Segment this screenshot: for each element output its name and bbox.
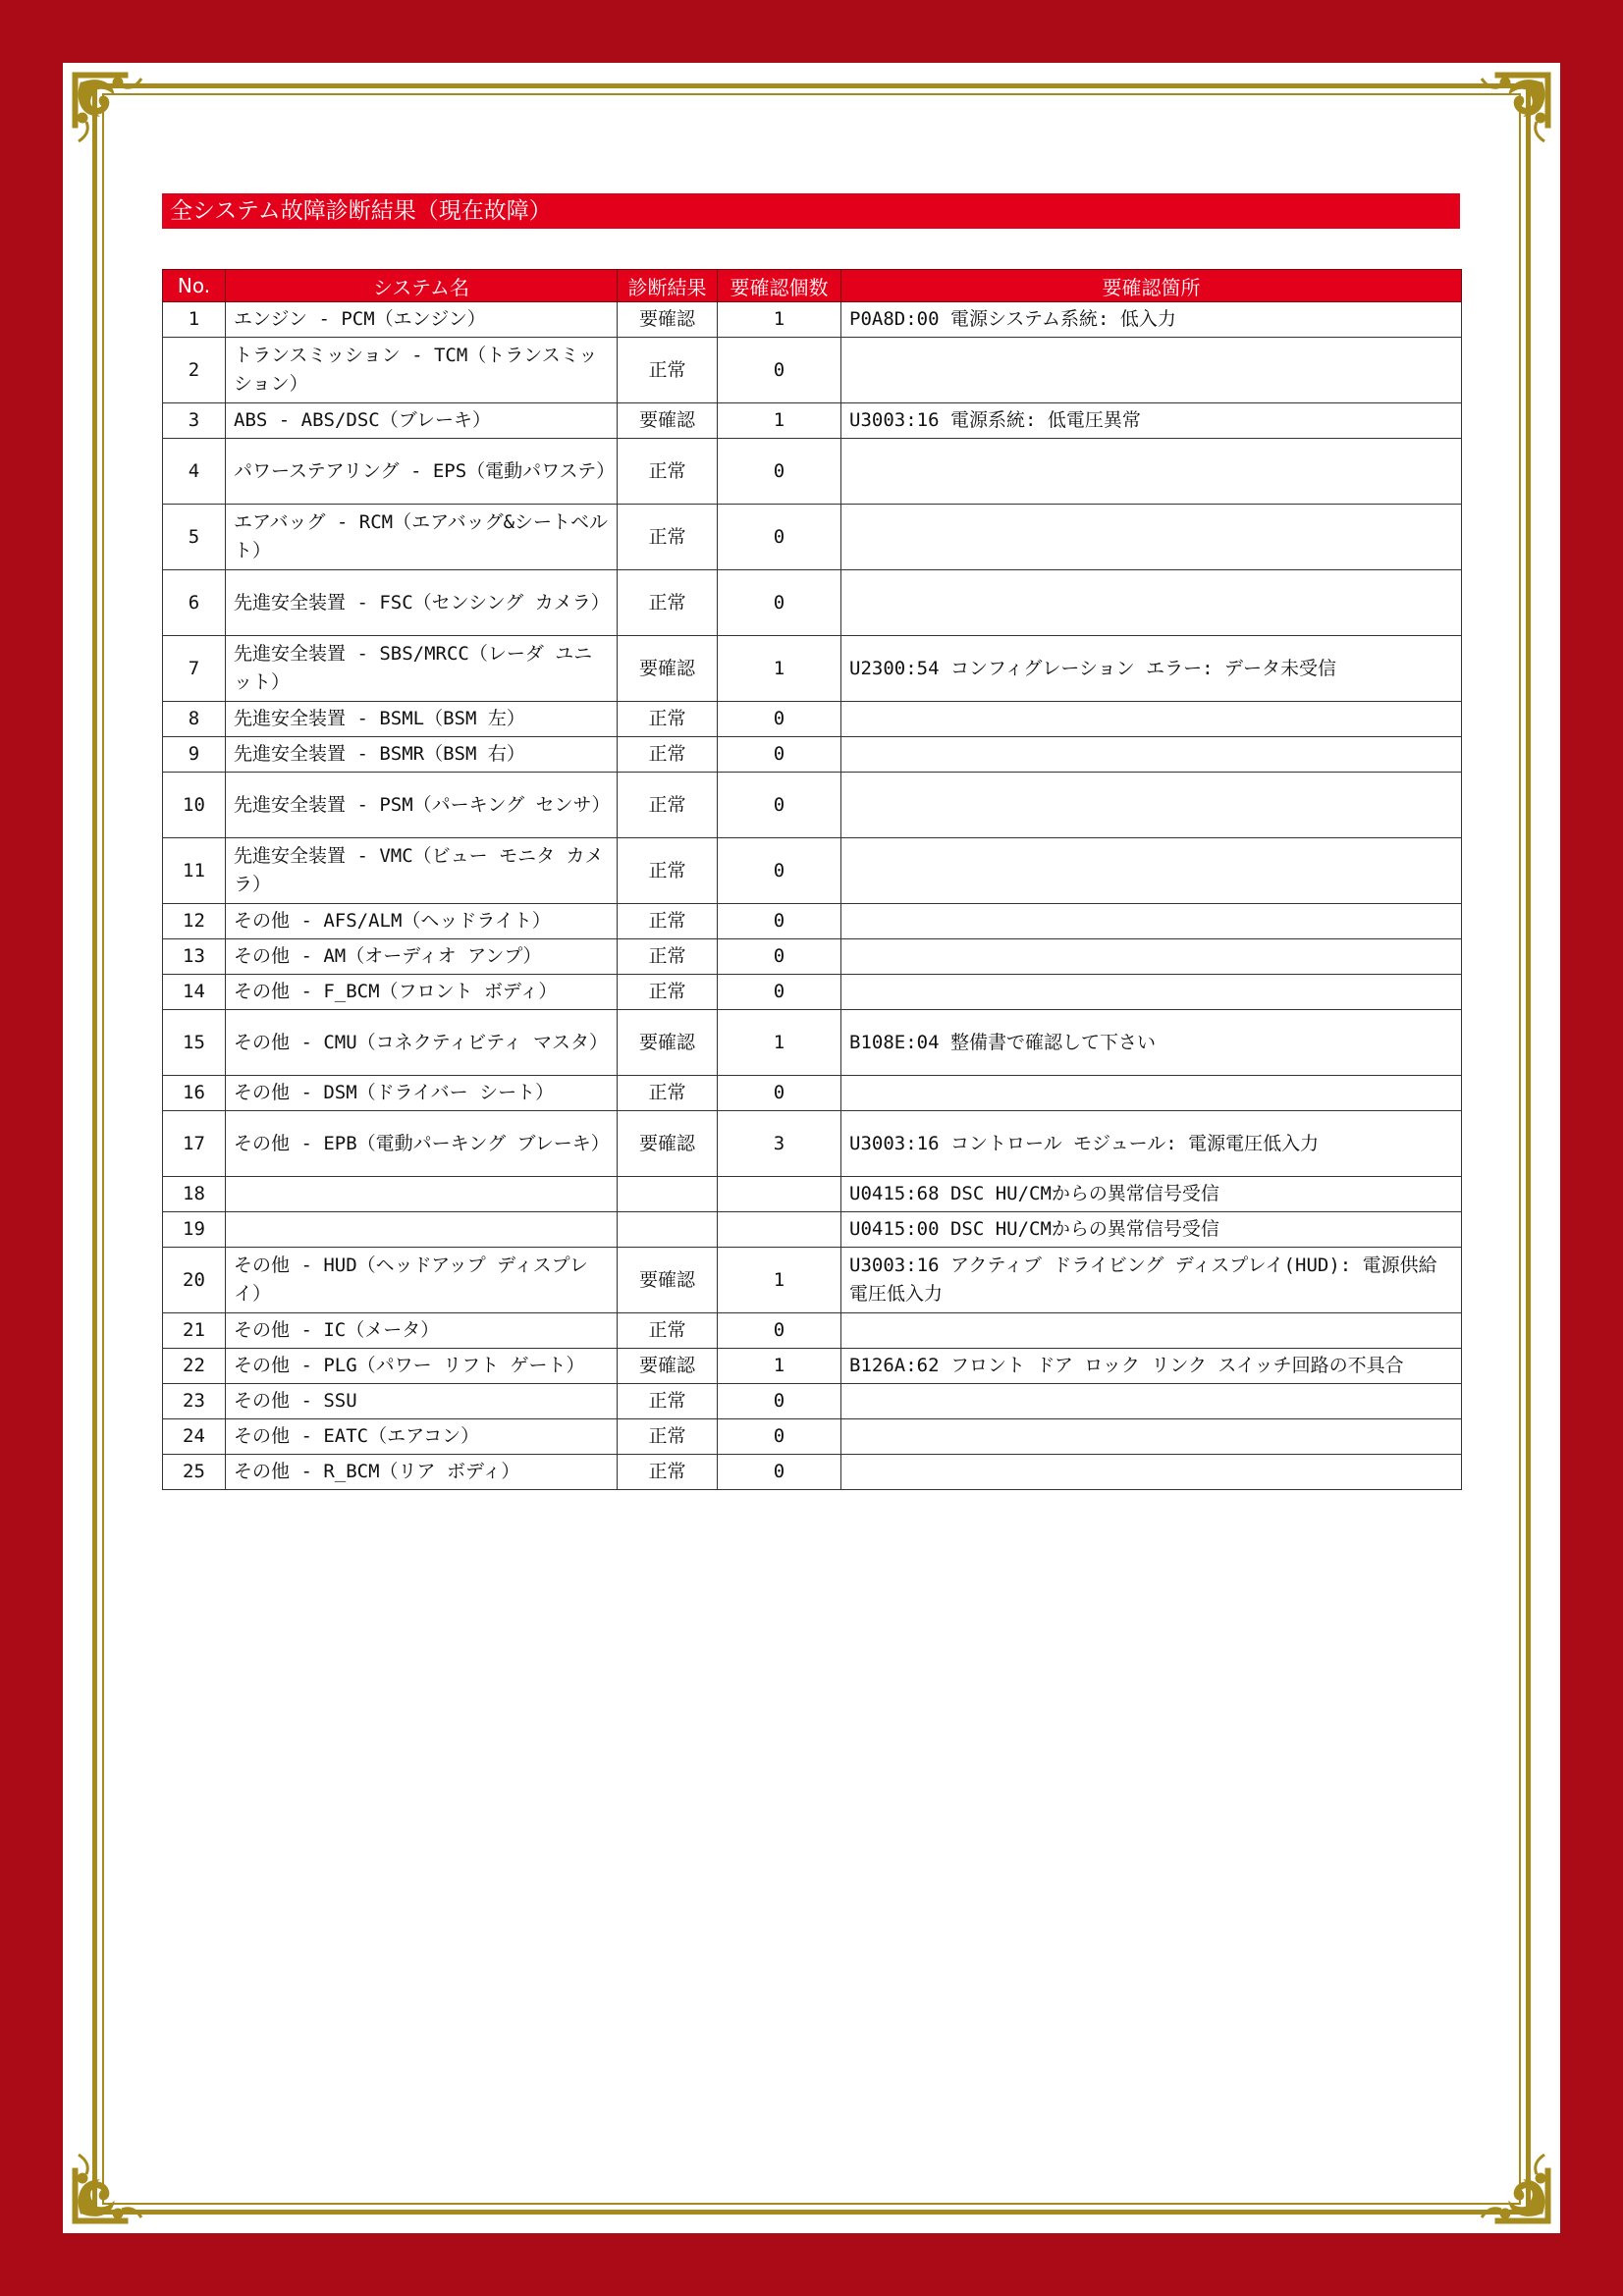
- system-name-cell: その他 - AFS/ALM（ヘッドライト）: [226, 904, 618, 939]
- row-number-cell: 25: [163, 1455, 226, 1490]
- table-row: [163, 338, 1462, 403]
- system-name-cell: 先進安全装置 - VMC（ビュー モニタ カメラ）: [226, 838, 618, 904]
- row-number-cell: 5: [163, 505, 226, 570]
- check-count-cell: 0: [718, 838, 841, 904]
- table-row: [163, 1212, 1462, 1248]
- table-row: [163, 838, 1462, 904]
- table-row: [163, 1384, 1462, 1419]
- check-count-cell: 0: [718, 1313, 841, 1349]
- table-row: [163, 570, 1462, 636]
- row-number-cell: 23: [163, 1384, 226, 1419]
- row-number-cell: 22: [163, 1349, 226, 1384]
- table-row: [163, 1419, 1462, 1455]
- system-name-cell: [226, 1177, 618, 1212]
- diagnosis-result-cell: 正常: [618, 338, 718, 403]
- check-count-cell: 0: [718, 1076, 841, 1111]
- check-count-cell: 0: [718, 570, 841, 636]
- diagnosis-result-cell: 要確認: [618, 403, 718, 439]
- diagnosis-result-cell: 正常: [618, 1313, 718, 1349]
- system-name-cell: その他 - AM（オーディオ アンプ）: [226, 939, 618, 975]
- table-row: [163, 636, 1462, 702]
- system-name-cell: その他 - EPB（電動パーキング ブレーキ）: [226, 1111, 618, 1177]
- table-row: [163, 904, 1462, 939]
- row-number-cell: 17: [163, 1111, 226, 1177]
- check-location-cell: U2300:54 コンフィグレーション エラー: データ未受信: [841, 636, 1462, 702]
- diagnosis-result-cell: 正常: [618, 505, 718, 570]
- check-location-cell: [841, 1076, 1462, 1111]
- check-location-cell: B108E:04 整備書で確認して下さい: [841, 1010, 1462, 1076]
- check-location-cell: [841, 975, 1462, 1010]
- check-count-cell: 0: [718, 439, 841, 505]
- table-row: [163, 773, 1462, 838]
- table-body: [163, 302, 1462, 1490]
- ornament-corner-top-right-icon: [1464, 69, 1554, 159]
- table-row: [163, 975, 1462, 1010]
- header-no: No.: [163, 270, 226, 302]
- header-check-count: 要確認個数: [718, 270, 841, 302]
- check-location-cell: U3003:16 電源系統: 低電圧異常: [841, 403, 1462, 439]
- diagnosis-result-cell: 要確認: [618, 1010, 718, 1076]
- check-count-cell: 0: [718, 904, 841, 939]
- row-number-cell: 9: [163, 737, 226, 773]
- check-location-cell: U0415:68 DSC HU/CMからの異常信号受信: [841, 1177, 1462, 1212]
- system-name-cell: その他 - DSM（ドライバー シート）: [226, 1076, 618, 1111]
- row-number-cell: 19: [163, 1212, 226, 1248]
- table-row: [163, 939, 1462, 975]
- check-location-cell: [841, 939, 1462, 975]
- table-row: [163, 505, 1462, 570]
- diagnosis-result-cell: 要確認: [618, 302, 718, 338]
- check-count-cell: 1: [718, 302, 841, 338]
- system-name-cell: パワーステアリング - EPS（電動パワステ）: [226, 439, 618, 505]
- ornament-corner-bottom-right-icon: [1464, 2137, 1554, 2227]
- system-name-cell: 先進安全装置 - FSC（センシング カメラ）: [226, 570, 618, 636]
- row-number-cell: 8: [163, 702, 226, 737]
- check-count-cell: 1: [718, 636, 841, 702]
- table-row: [163, 737, 1462, 773]
- row-number-cell: 15: [163, 1010, 226, 1076]
- check-count-cell: [718, 1177, 841, 1212]
- table-row: [163, 1313, 1462, 1349]
- check-count-cell: 0: [718, 975, 841, 1010]
- check-location-cell: [841, 838, 1462, 904]
- system-name-cell: その他 - R_BCM（リア ボディ）: [226, 1455, 618, 1490]
- diagnosis-result-cell: 要確認: [618, 636, 718, 702]
- check-location-cell: [841, 773, 1462, 838]
- check-location-cell: [841, 1384, 1462, 1419]
- system-name-cell: その他 - SSU: [226, 1384, 618, 1419]
- check-location-cell: [841, 1313, 1462, 1349]
- check-location-cell: [841, 702, 1462, 737]
- system-name-cell: 先進安全装置 - BSMR（BSM 右）: [226, 737, 618, 773]
- header-system-name: システム名: [226, 270, 618, 302]
- row-number-cell: 1: [163, 302, 226, 338]
- table-row: [163, 1076, 1462, 1111]
- diagnosis-result-cell: 正常: [618, 1076, 718, 1111]
- check-count-cell: 1: [718, 1248, 841, 1313]
- row-number-cell: 6: [163, 570, 226, 636]
- diagnosis-result-cell: 正常: [618, 939, 718, 975]
- diagnosis-result-cell: 正常: [618, 1455, 718, 1490]
- table-row: [163, 1177, 1462, 1212]
- check-location-cell: [841, 737, 1462, 773]
- system-name-cell: その他 - IC（メータ）: [226, 1313, 618, 1349]
- system-name-cell: その他 - PLG（パワー リフト ゲート）: [226, 1349, 618, 1384]
- diagnosis-result-cell: 正常: [618, 975, 718, 1010]
- check-location-cell: [841, 1419, 1462, 1455]
- check-location-cell: U3003:16 アクティブ ドライビング ディスプレイ(HUD): 電源供給電圧低入力: [841, 1248, 1462, 1313]
- table-row: [163, 403, 1462, 439]
- system-name-cell: エンジン - PCM（エンジン）: [226, 302, 618, 338]
- check-count-cell: 1: [718, 1349, 841, 1384]
- check-count-cell: 1: [718, 1010, 841, 1076]
- ornament-corner-top-left-icon: [69, 69, 159, 159]
- diagnosis-result-cell: [618, 1177, 718, 1212]
- check-count-cell: 0: [718, 737, 841, 773]
- row-number-cell: 12: [163, 904, 226, 939]
- system-name-cell: 先進安全装置 - BSML（BSM 左）: [226, 702, 618, 737]
- system-name-cell: トランスミッション - TCM（トランスミッション）: [226, 338, 618, 403]
- table-row: [163, 1111, 1462, 1177]
- system-name-cell: その他 - HUD（ヘッドアップ ディスプレイ）: [226, 1248, 618, 1313]
- diagnosis-result-cell: 要確認: [618, 1248, 718, 1313]
- table-row: [163, 1455, 1462, 1490]
- diagnosis-result-cell: 正常: [618, 737, 718, 773]
- ornament-corner-bottom-left-icon: [69, 2137, 159, 2227]
- check-location-cell: U0415:00 DSC HU/CMからの異常信号受信: [841, 1212, 1462, 1248]
- check-count-cell: 0: [718, 1455, 841, 1490]
- row-number-cell: 24: [163, 1419, 226, 1455]
- check-count-cell: 0: [718, 338, 841, 403]
- row-number-cell: 2: [163, 338, 226, 403]
- table-header-row: [163, 270, 1462, 302]
- row-number-cell: 13: [163, 939, 226, 975]
- system-name-cell: 先進安全装置 - PSM（パーキング センサ）: [226, 773, 618, 838]
- check-count-cell: 1: [718, 403, 841, 439]
- check-count-cell: 0: [718, 702, 841, 737]
- diagnosis-result-cell: 要確認: [618, 1111, 718, 1177]
- check-count-cell: [718, 1212, 841, 1248]
- diagnosis-result-cell: 正常: [618, 1384, 718, 1419]
- row-number-cell: 3: [163, 403, 226, 439]
- check-count-cell: 3: [718, 1111, 841, 1177]
- row-number-cell: 14: [163, 975, 226, 1010]
- check-location-cell: [841, 505, 1462, 570]
- check-location-cell: [841, 570, 1462, 636]
- row-number-cell: 11: [163, 838, 226, 904]
- check-location-cell: P0A8D:00 電源システム系統: 低入力: [841, 302, 1462, 338]
- diagnosis-result-cell: 正常: [618, 1419, 718, 1455]
- check-count-cell: 0: [718, 505, 841, 570]
- row-number-cell: 20: [163, 1248, 226, 1313]
- diagnosis-result-cell: 正常: [618, 838, 718, 904]
- check-location-cell: [841, 1455, 1462, 1490]
- check-count-cell: 0: [718, 1384, 841, 1419]
- table-row: [163, 1248, 1462, 1313]
- diagnosis-result-cell: 正常: [618, 439, 718, 505]
- header-check-location: 要確認箇所: [841, 270, 1462, 302]
- table-row: [163, 702, 1462, 737]
- diagnosis-result-cell: 正常: [618, 570, 718, 636]
- check-count-cell: 0: [718, 939, 841, 975]
- system-name-cell: その他 - EATC（エアコン）: [226, 1419, 618, 1455]
- diagnosis-table: [162, 269, 1462, 1490]
- diagnosis-result-cell: 正常: [618, 702, 718, 737]
- system-name-cell: エアバッグ - RCM（エアバッグ&シートベルト）: [226, 505, 618, 570]
- row-number-cell: 10: [163, 773, 226, 838]
- diagnosis-result-cell: 正常: [618, 904, 718, 939]
- check-location-cell: [841, 338, 1462, 403]
- row-number-cell: 16: [163, 1076, 226, 1111]
- system-name-cell: 先進安全装置 - SBS/MRCC（レーダ ユニット）: [226, 636, 618, 702]
- diagnosis-result-cell: [618, 1212, 718, 1248]
- table-row: [163, 1010, 1462, 1076]
- table-row: [163, 1349, 1462, 1384]
- check-location-cell: [841, 439, 1462, 505]
- header-diagnosis-result: 診断結果: [618, 270, 718, 302]
- check-location-cell: B126A:62 フロント ドア ロック リンク スイッチ回路の不具合: [841, 1349, 1462, 1384]
- diagnosis-result-cell: 正常: [618, 773, 718, 838]
- check-location-cell: U3003:16 コントロール モジュール: 電源電圧低入力: [841, 1111, 1462, 1177]
- check-count-cell: 0: [718, 773, 841, 838]
- report-title: 全システム故障診断結果（現在故障）: [162, 193, 1460, 229]
- system-name-cell: その他 - CMU（コネクティビティ マスタ）: [226, 1010, 618, 1076]
- system-name-cell: [226, 1212, 618, 1248]
- row-number-cell: 18: [163, 1177, 226, 1212]
- check-count-cell: 0: [718, 1419, 841, 1455]
- system-name-cell: ABS - ABS/DSC（ブレーキ）: [226, 403, 618, 439]
- row-number-cell: 7: [163, 636, 226, 702]
- row-number-cell: 21: [163, 1313, 226, 1349]
- system-name-cell: その他 - F_BCM（フロント ボディ）: [226, 975, 618, 1010]
- row-number-cell: 4: [163, 439, 226, 505]
- diagnosis-result-cell: 要確認: [618, 1349, 718, 1384]
- table-row: [163, 439, 1462, 505]
- check-location-cell: [841, 904, 1462, 939]
- table-row: [163, 302, 1462, 338]
